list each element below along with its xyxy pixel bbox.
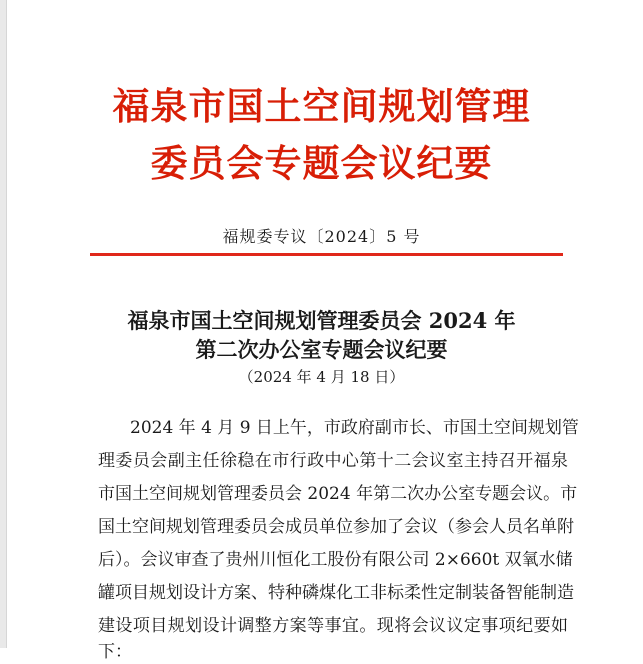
body-line: 建设项目规划设计调整方案等事宜。现将会议议定事项纪要如 bbox=[98, 616, 568, 636]
body-line: 国土空间规划管理委员会成员单位参加了会议（参会人员名单附 bbox=[98, 517, 574, 537]
meeting-title-line2: 第二次办公室专题会议纪要 bbox=[195, 337, 448, 362]
body-line: 理委员会副主任徐稳在市行政中心第十二会议室主持召开福泉 bbox=[98, 451, 568, 471]
body-line: 下： bbox=[98, 642, 132, 662]
meeting-title-line1: 福泉市国土空间规划管理委员会 2024 年 bbox=[127, 308, 516, 333]
document-header-title-line2: 委员会专题会议纪要 bbox=[150, 141, 493, 185]
body-line: 市国土空间规划管理委员会 2024 年第二次办公室专题会议。市 bbox=[98, 484, 578, 504]
body-line: 后）。会议审查了贵州川恒化工股份有限公司 2×660t 双氧水储 bbox=[98, 550, 573, 570]
red-separator-line bbox=[90, 253, 563, 256]
meeting-date: （2024 年 4 月 18 日） bbox=[238, 368, 405, 386]
document-number: 福规委专议〔2024〕5 号 bbox=[222, 227, 421, 246]
body-line: 2024 年 4 月 9 日上午，市政府副市长、市国土空间规划管 bbox=[130, 418, 579, 438]
document-header-title-line1: 福泉市国土空间规划管理 bbox=[112, 84, 531, 128]
body-line: 罐项目规划设计方案、特种磷煤化工非标柔性定制装备智能制造 bbox=[98, 583, 574, 603]
